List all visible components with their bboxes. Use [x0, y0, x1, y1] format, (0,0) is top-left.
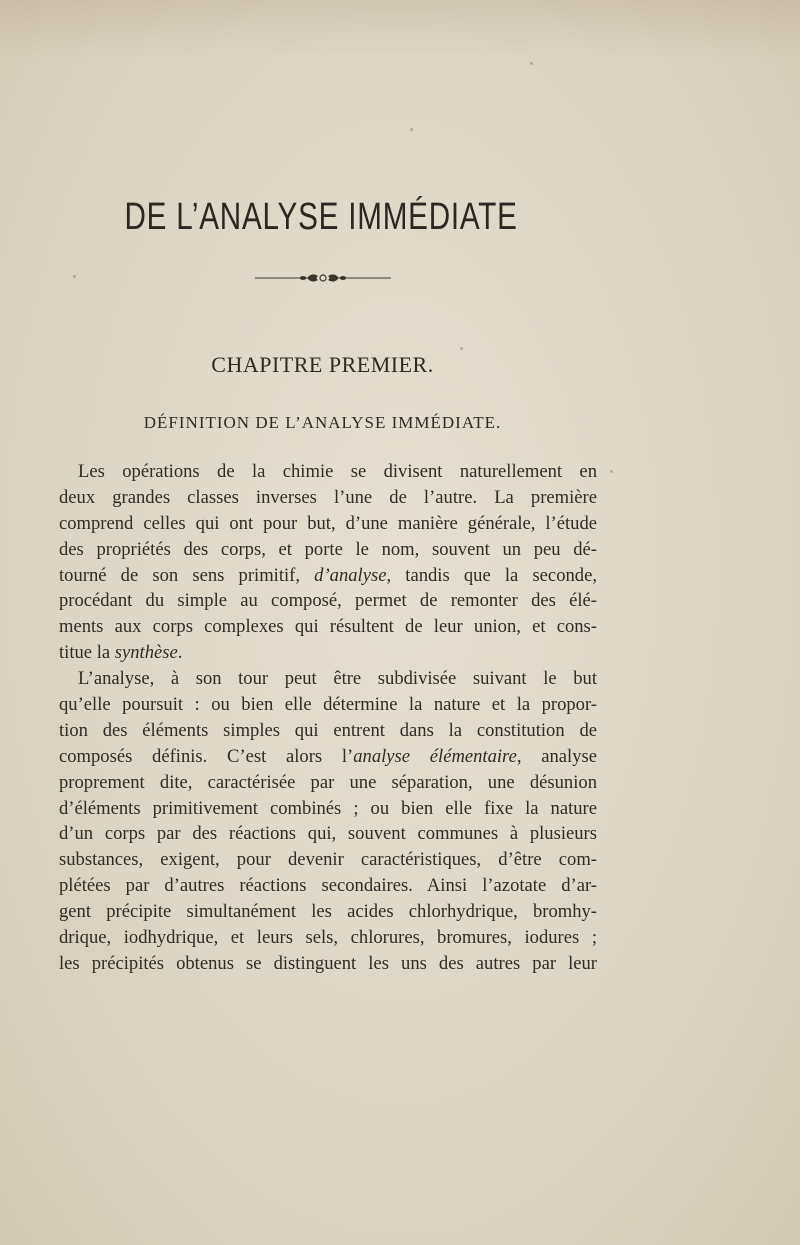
italic-term: synthèse: [114, 642, 178, 664]
text-line: composés définis. C’est alors l’analyse élémentaire, analyse: [59, 745, 597, 767]
italic-term: d’analyse: [314, 564, 387, 586]
text-line: Les opérations de la chimie se divisent naturellement en: [78, 461, 597, 482]
text-line: qu’elle poursuit : ou bien elle détermine la nature et la propor-: [59, 694, 597, 716]
section-heading: DÉFINITION DE L’ANALYSE IMMÉDIATE.: [143, 413, 502, 432]
text-line: plétées par d’autres réactions secondaires. Ainsi l’azotate d’ar-: [59, 875, 597, 897]
text-line: d’un corps par des réactions qui, souvent communes à plusieurs: [59, 823, 597, 845]
page-title: DE L’ANALYSE IMMÉDIATE: [124, 196, 518, 238]
text-line: drique, iodhydrique, et leurs sels, chlorures, bromures, iodures ;: [59, 927, 597, 949]
chapter-heading: CHAPITRE PREMIER.: [211, 352, 434, 377]
text-line: titue la synthèse.: [59, 642, 183, 664]
paper-speck: [460, 347, 463, 350]
text-line: deux grandes classes inverses l’une de l’autre. La première: [59, 486, 597, 508]
text-line: comprend celles qui ont pour but, d’une manière générale, l’étude: [59, 512, 597, 534]
text-line: tourné de son sens primitif, d’analyse, tandis que la seconde,: [59, 564, 597, 586]
text-line: gent précipite simultanément les acides chlorhydrique, bromhy-: [59, 901, 597, 923]
text-line: les précipités obtenus se distinguent les uns des autres par leur: [59, 952, 597, 974]
paper-speck: [73, 275, 76, 278]
text-line: L’analyse, à son tour peut être subdivisée suivant le but: [78, 668, 597, 690]
body-paragraphs: [59, 459, 597, 977]
paper-speck: [610, 470, 613, 473]
text-line: substances, exigent, pour devenir caractéristiques, d’être com-: [59, 849, 597, 871]
text-line: procédant du simple au composé, permet de remonter des élé-: [59, 590, 597, 612]
page-top-shadow: [0, 0, 800, 60]
text-line: tion des éléments simples qui entrent dans la constitution de: [59, 719, 597, 741]
paper-speck: [410, 128, 413, 131]
text-line: des propriétés des corps, et porte le nom, souvent un peu dé-: [59, 538, 597, 560]
italic-term: analyse élémentaire: [353, 745, 517, 767]
text-line: ments aux corps complexes qui résultent de leur union, et cons-: [59, 616, 597, 638]
ornament-divider: [255, 271, 391, 285]
paper-speck: [530, 62, 533, 65]
text-line: d’éléments primitivement combinés ; ou bien elle fixe la nature: [59, 797, 597, 819]
text-line: proprement dite, caractérisée par une séparation, une désunion: [59, 771, 597, 793]
